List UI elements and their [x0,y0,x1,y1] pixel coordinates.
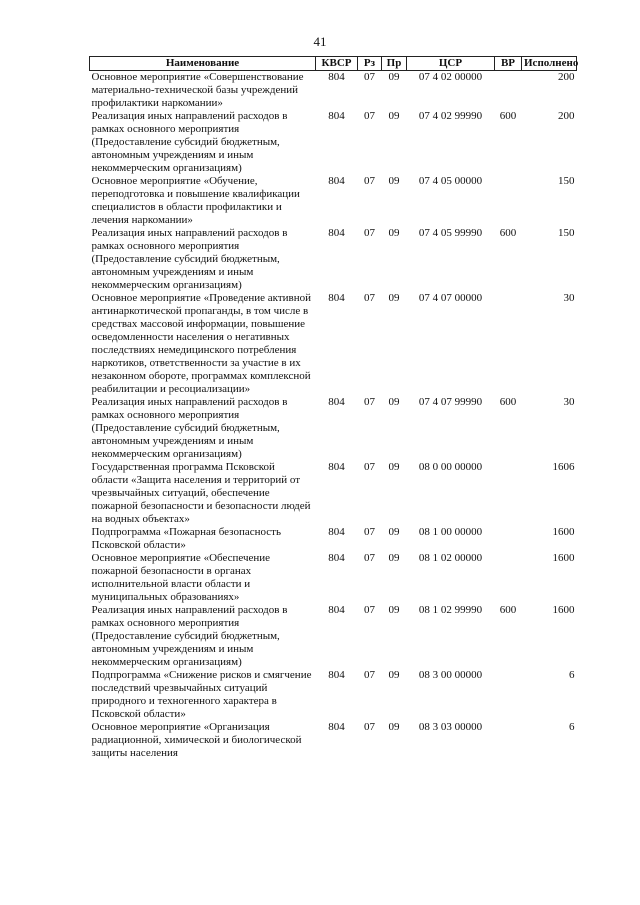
table-row [90,175,577,227]
cell-amount: 6 [569,669,575,681]
cell-vr [495,669,522,721]
cell-csr: 07 4 05 00000 [418,175,483,187]
cell-name: Реализация иных направлений расходов в рамках основного мероприятия (Предоставление субсидий бюджетным, автономным учреждениям и иным некоммерческим организациям) [91,604,288,668]
cell-csr: 08 3 00 00000 [418,669,483,681]
cell-kvsr: 804 [328,526,345,538]
cell-pr: 09 [388,604,400,616]
cell-vr [495,552,522,604]
column-header-name: Наименование [90,57,316,71]
cell-kvsr: 804 [328,552,345,564]
table-body [90,71,577,761]
cell-csr: 07 4 05 99990 [418,227,483,239]
cell-amount: 150 [558,175,575,187]
cell-vr [495,292,522,396]
cell-csr: 08 1 00 00000 [418,526,483,538]
cell-rz: 07 [364,604,375,616]
table-row [90,669,577,721]
table-row [90,552,577,604]
table-row [90,396,577,461]
cell-pr: 09 [388,175,400,187]
cell-pr: 09 [388,552,400,564]
cell-pr: 09 [388,110,400,122]
cell-kvsr: 804 [328,396,345,408]
cell-name: Подпрограмма «Снижение рисков и смягчение последствий чрезвычайных ситуаций природного и техногенного характера в Псковской области» [91,669,312,720]
cell-rz: 07 [364,110,375,122]
cell-csr: 07 4 02 00000 [418,71,483,83]
cell-amount: 1600 [552,552,575,564]
cell-name: Основное мероприятие «Организация радиационной, химической и биологической защиты населения [91,721,302,759]
cell-rz: 07 [364,227,375,239]
cell-amount: 30 [563,396,575,408]
cell-rz: 07 [364,669,375,681]
cell-csr: 07 4 07 99990 [418,396,483,408]
table-row [90,721,577,760]
cell-rz: 07 [364,526,375,538]
cell-kvsr: 804 [328,721,345,733]
cell-kvsr: 804 [328,292,345,304]
column-header-amount: Исполнено [522,57,577,71]
cell-amount: 30 [563,292,575,304]
cell-pr: 09 [388,526,400,538]
cell-amount: 6 [569,721,575,733]
cell-vr: 600 [499,604,517,616]
column-header-pr: Пр [382,57,407,71]
column-header-kvsr: КВСР [316,57,358,71]
table-row [90,604,577,669]
cell-vr [495,721,522,760]
cell-name: Основное мероприятие «Обучение, переподготовка и повышение квалификации специалистов в области профилактики и лечения наркомании» [91,175,300,226]
cell-vr [495,175,522,227]
cell-csr: 08 1 02 00000 [418,552,483,564]
budget-table [89,56,577,760]
cell-rz: 07 [364,721,375,733]
cell-rz: 07 [364,71,375,83]
table-row [90,461,577,526]
cell-csr: 07 4 07 00000 [418,292,483,304]
cell-rz: 07 [364,552,375,564]
column-header-rz: Рз [358,57,382,71]
cell-amount: 1606 [552,461,575,473]
cell-csr: 08 0 00 00000 [418,461,483,473]
table-row [90,71,577,111]
cell-pr: 09 [388,71,400,83]
cell-vr [495,526,522,552]
cell-vr [495,71,522,111]
cell-amount: 1600 [552,604,575,616]
cell-pr: 09 [388,669,400,681]
cell-name: Основное мероприятие «Совершенствование материально-технической базы учреждений профилактики наркомании» [91,71,304,109]
cell-amount: 200 [558,71,575,83]
cell-kvsr: 804 [328,110,345,122]
cell-amount: 1600 [552,526,575,538]
column-header-csr: ЦСР [407,57,495,71]
cell-name: Основное мероприятие «Проведение активной антинаркотической пропаганды, в том числе в средствах массовой информации, повышение осведомленности населения о негативных последствиях немедицинского потребления наркотиков, ответственности за участие в их незаконном обороте, программах комплексной реабилитации и ресоциализации» [91,292,312,395]
cell-pr: 09 [388,396,400,408]
cell-amount: 200 [558,110,575,122]
cell-amount: 150 [558,227,575,239]
cell-name: Государственная программа Псковской области «Защита населения и территорий от чрезвычайных ситуаций, обеспечение пожарной безопасности и безопасности людей на водных объектах» [91,461,311,525]
cell-vr: 600 [499,110,517,122]
table-header [90,57,577,71]
cell-rz: 07 [364,461,375,473]
column-header-vr: ВР [495,57,522,71]
cell-pr: 09 [388,227,400,239]
cell-rz: 07 [364,292,375,304]
table-row [90,526,577,552]
cell-pr: 09 [388,721,400,733]
cell-csr: 08 1 02 99990 [418,604,483,616]
cell-name: Реализация иных направлений расходов в рамках основного мероприятия (Предоставление субсидий бюджетным, автономным учреждениям и иным некоммерческим организациям) [91,396,288,460]
page-number: 41 [313,34,327,49]
cell-rz: 07 [364,175,375,187]
cell-kvsr: 804 [328,669,345,681]
cell-kvsr: 804 [328,604,345,616]
cell-name: Подпрограмма «Пожарная безопасность Псковской области» [91,526,281,551]
table-row [90,110,577,175]
cell-pr: 09 [388,461,400,473]
cell-csr: 07 4 02 99990 [418,110,483,122]
cell-pr: 09 [388,292,400,304]
cell-vr [495,461,522,526]
cell-rz: 07 [364,396,375,408]
cell-csr: 08 3 03 00000 [418,721,483,733]
cell-kvsr: 804 [328,227,345,239]
cell-name: Реализация иных направлений расходов в рамках основного мероприятия (Предоставление субсидий бюджетным, автономным учреждениям и иным некоммерческим организациям) [91,227,288,291]
cell-vr: 600 [499,227,517,239]
table-row [90,227,577,292]
cell-name: Основное мероприятие «Обеспечение пожарной безопасности в органах исполнительной власти области и муниципальных образованиях» [91,552,271,603]
cell-kvsr: 804 [328,71,345,83]
cell-vr: 600 [499,396,517,408]
cell-name: Реализация иных направлений расходов в рамках основного мероприятия (Предоставление субсидий бюджетным, автономным учреждениям и иным некоммерческим организациям) [91,110,288,174]
cell-kvsr: 804 [328,461,345,473]
cell-kvsr: 804 [328,175,345,187]
table-row [90,292,577,396]
